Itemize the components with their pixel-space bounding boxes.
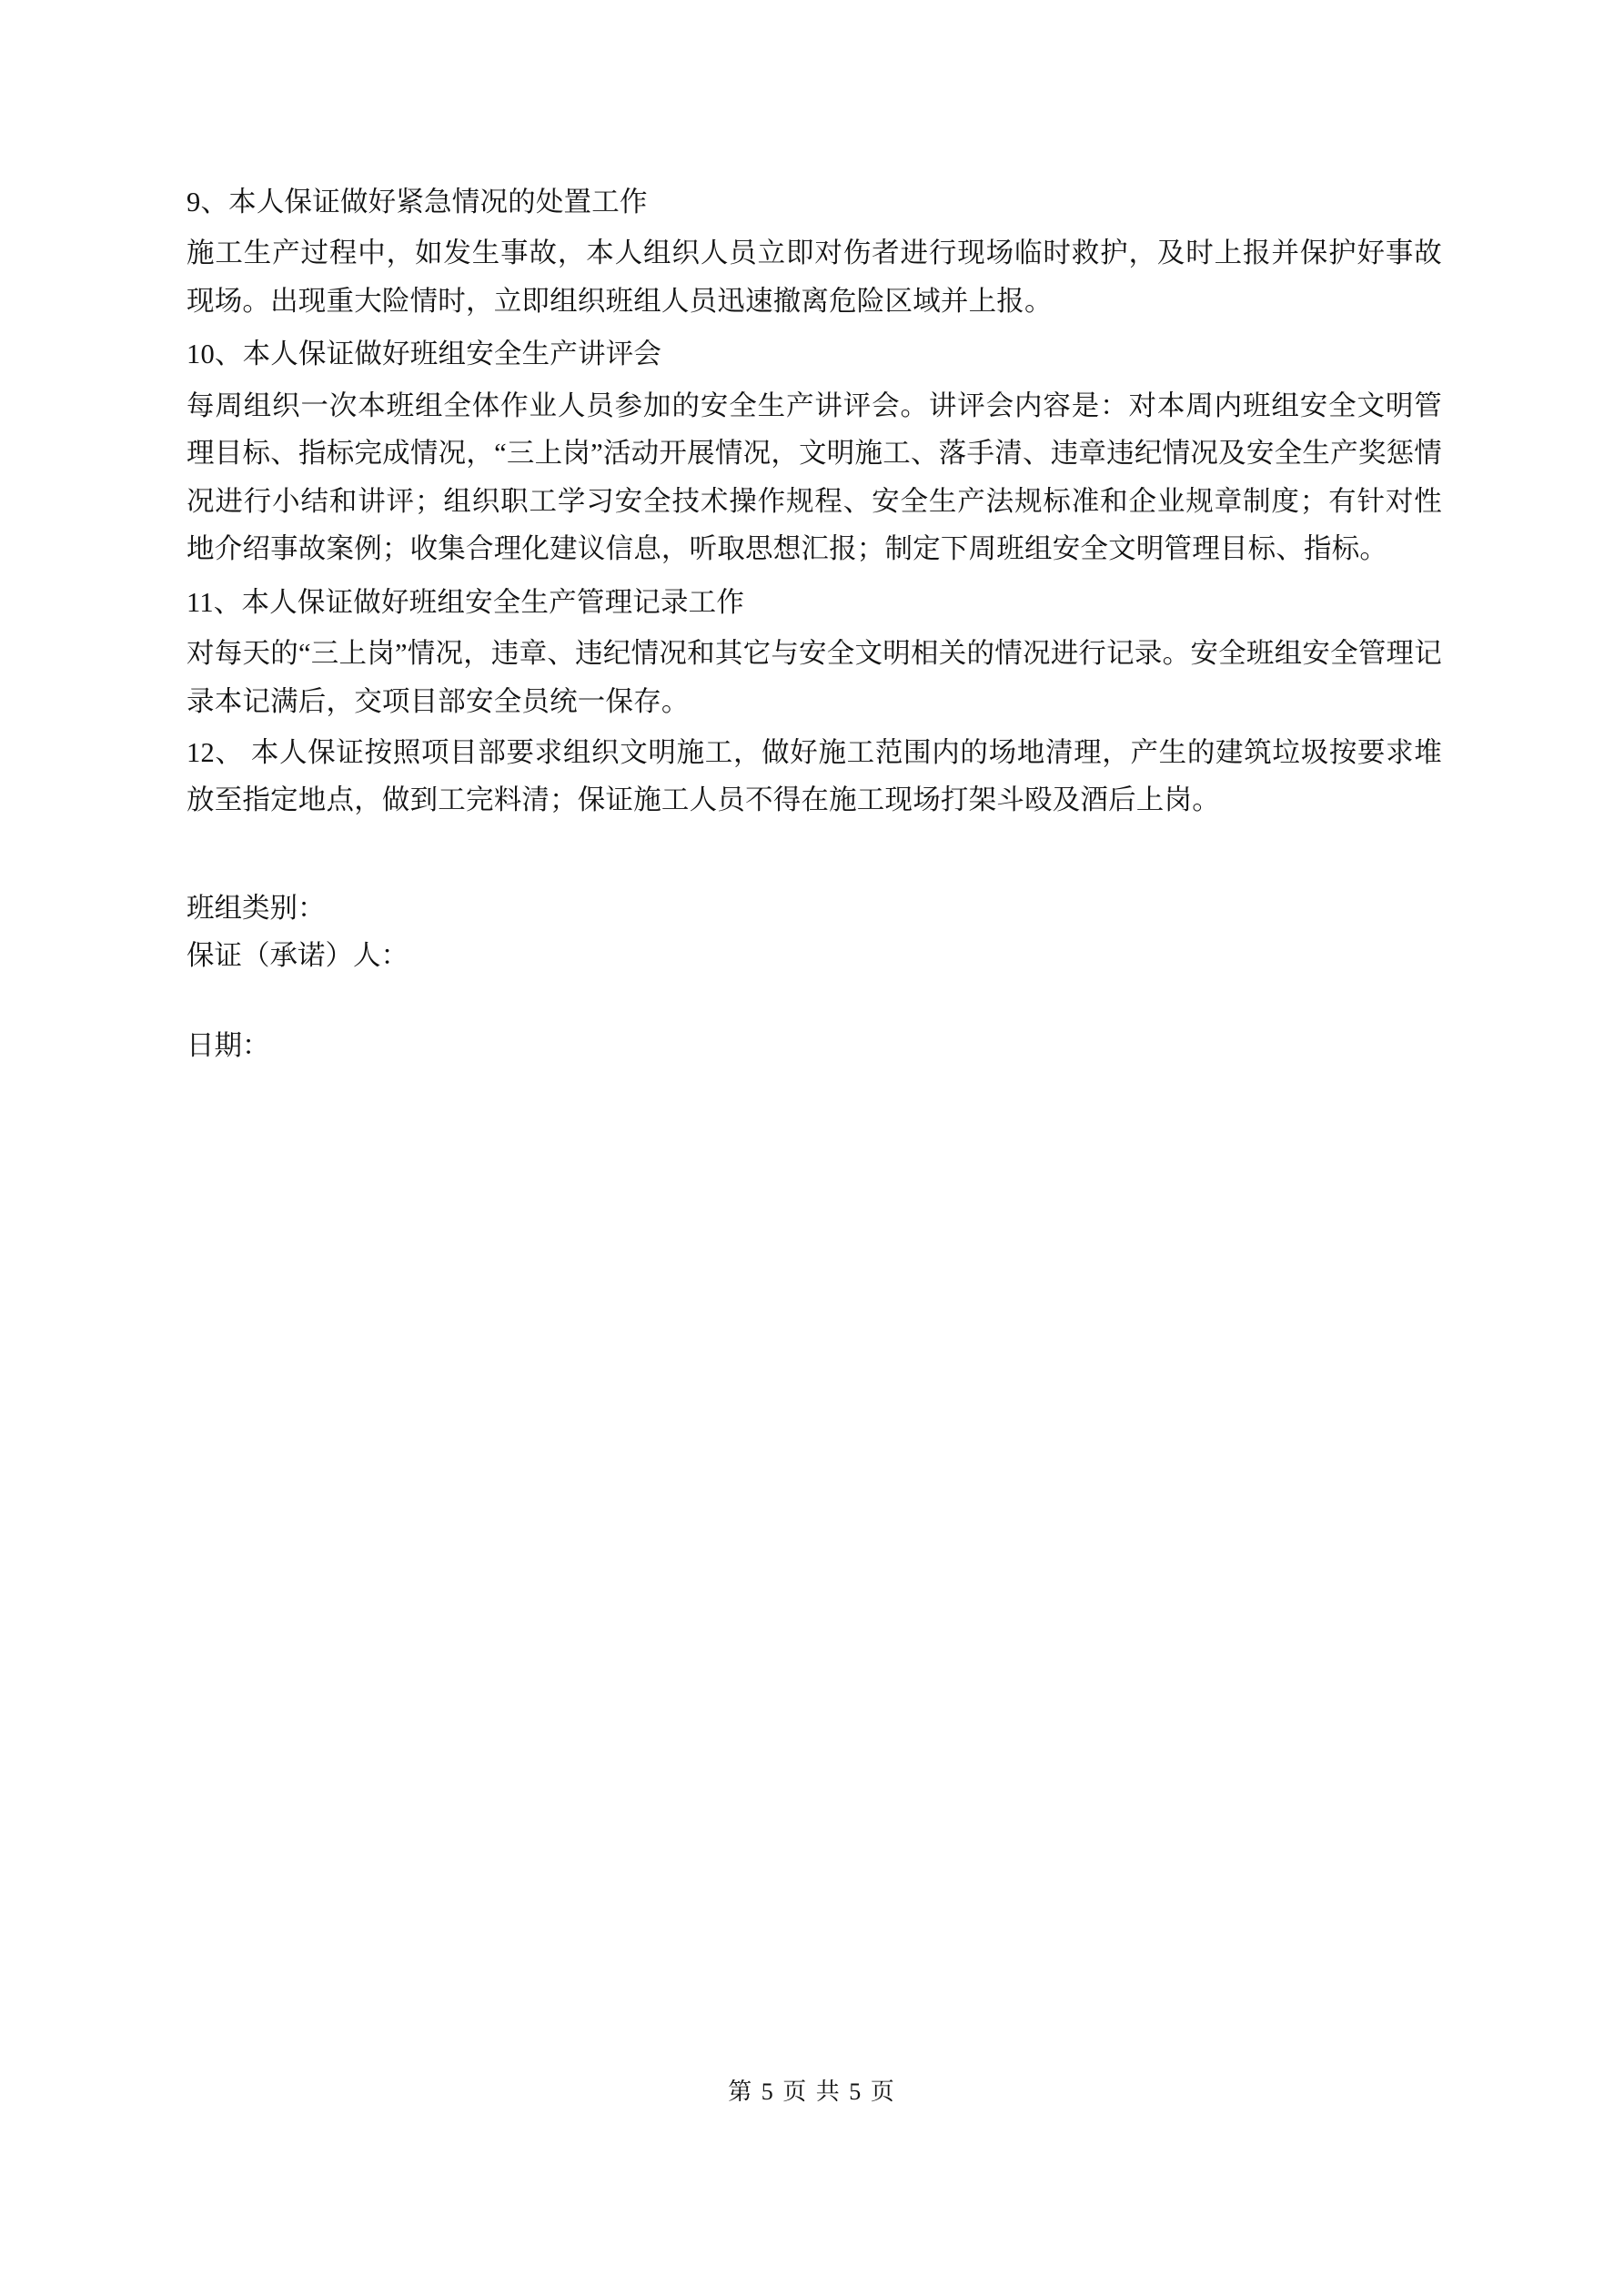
- paragraph-item-9-title: 9、本人保证做好紧急情况的处置工作: [187, 187, 648, 217]
- field-team-category: 班组类别：: [187, 892, 326, 924]
- paragraph-item-10-title: 10、本人保证做好班组安全生产讲评会: [187, 339, 662, 370]
- paragraph-item-12-body: 12、 本人保证按照项目部要求组织文明施工，做好施工范围内的场地清理，产生的建筑垃圾按要求堆放至指定地点，做到工完料清；保证施工人员不得在施工现场打架斗殴及酒后上岗。: [187, 736, 1442, 816]
- document-body: [187, 173, 1442, 1069]
- page-footer: 第 5 页 共 5 页: [728, 2079, 896, 2105]
- field-guarantor: 保证（承诺）人：: [187, 940, 409, 972]
- section-spacer: [187, 828, 1442, 885]
- field-date: 日期：: [187, 1029, 270, 1061]
- paragraph-item-11-body: 对每天的“三上岗”情况，违章、违纪情况和其它与安全文明相关的情况进行记录。安全班组安全管理记录本记满后，交项目部安全员统一保存。: [187, 638, 1442, 717]
- field-spacer: [187, 980, 1442, 1022]
- paragraph-item-10-body: 每周组织一次本班组全体作业人员参加的安全生产讲评会。讲评会内容是：对本周内班组安全文明管理目标、指标完成情况，“三上岗”活动开展情况，文明施工、落手清、违章违纪情况及安全生产奖惩情况进行小结和讲评；组织职工学习安全技术操作规程、安全生产法规标准和企业规章制度；有针对性地介绍事故案例；收集合理化建议信息，听取思想汇报；制定下周班组安全文明管理目标、指标。: [187, 389, 1442, 565]
- paragraph-item-11-title: 11、本人保证做好班组安全生产管理记录工作: [187, 586, 745, 618]
- paragraph-item-9-body: 施工生产过程中，如发生事故，本人组织人员立即对伤者进行现场临时救护，及时上报并保护好事故现场。出现重大险情时，立即组织班组人员迅速撤离危险区域并上报。: [187, 238, 1442, 317]
